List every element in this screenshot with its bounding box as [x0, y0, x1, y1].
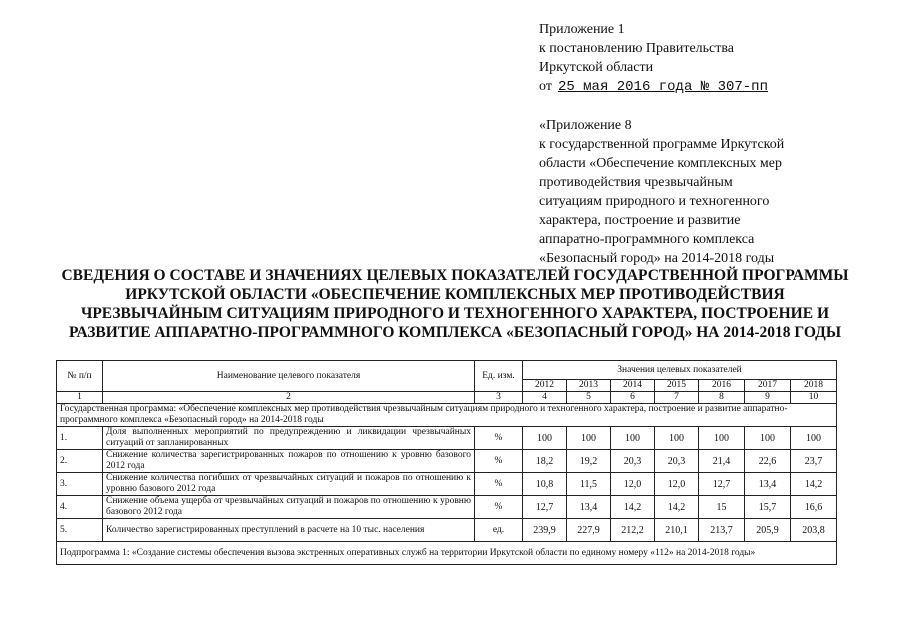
row-num: 4. — [57, 496, 103, 519]
appendix-8-line: «Приложение 8 — [539, 118, 632, 133]
indicators-table — [56, 360, 837, 565]
table-row — [57, 473, 837, 496]
row-value: 11,5 — [567, 473, 611, 496]
row-value: 100 — [791, 427, 837, 450]
row-value: 12,0 — [655, 473, 699, 496]
row-indicator-name: Снижение количества зарегистрированных пожаров по отношению к уровню базового 2012 года — [103, 450, 475, 473]
date-prefix: от — [539, 79, 552, 94]
row-value: 227,9 — [567, 519, 611, 542]
row-value: 239,9 — [523, 519, 567, 542]
row-value: 100 — [567, 427, 611, 450]
row-value: 100 — [523, 427, 567, 450]
subprogram-row — [57, 542, 837, 565]
row-unit: % — [475, 450, 523, 473]
appendix-8-block — [539, 116, 784, 268]
title-line: ИРКУТСКОЙ ОБЛАСТИ «ОБЕСПЕЧЕНИЕ КОМПЛЕКСНЫХ МЕР ПРОТИВОДЕЙСТВИЯ — [125, 286, 785, 303]
column-index: 3 — [475, 392, 523, 404]
row-value: 19,2 — [567, 450, 611, 473]
row-indicator-name: Доля выполненных мероприятий по предупреждению и ликвидации чрезвычайных ситуаций от запланированных — [103, 427, 475, 450]
row-value: 12,7 — [523, 496, 567, 519]
year-header: 2015 — [655, 380, 699, 392]
appendix-8-line: к государственной программе Иркутской — [539, 137, 785, 152]
appendix-8-line: области «Обеспечение комплексных мер — [539, 156, 782, 171]
row-value: 212,2 — [611, 519, 655, 542]
row-value: 12,7 — [699, 473, 745, 496]
col-header-name: Наименование целевого показателя — [103, 361, 475, 392]
row-unit: % — [475, 496, 523, 519]
column-index: 2 — [103, 392, 475, 404]
appendix-8-line: ситуациям природного и техногенного — [539, 194, 770, 209]
row-indicator-name: Количество зарегистрированных преступлений в расчете на 10 тыс. населения — [103, 519, 475, 542]
appendix-1-date-line — [539, 77, 768, 97]
row-indicator-name: Снижение количества погибших от чрезвычайных ситуаций и пожаров по отношению к уровню базового 2012 года — [103, 473, 475, 496]
table-row — [57, 427, 837, 450]
col-header-unit: Ед. изм. — [475, 361, 523, 392]
appendix-8-line: характера, построение и развитие — [539, 213, 741, 228]
appendix-1-line: Приложение 1 — [539, 22, 625, 37]
document-title — [40, 266, 870, 342]
row-value: 13,4 — [567, 496, 611, 519]
column-index: 1 — [57, 392, 103, 404]
row-value: 15 — [699, 496, 745, 519]
resolution-date: 25 мая 2016 года № 307-пп — [557, 79, 768, 95]
appendix-1-line: Иркутской области — [539, 60, 654, 75]
column-index: 7 — [655, 392, 699, 404]
row-value: 14,2 — [791, 473, 837, 496]
year-header: 2017 — [745, 380, 791, 392]
column-index: 6 — [611, 392, 655, 404]
table-row — [57, 450, 837, 473]
row-value: 20,3 — [655, 450, 699, 473]
row-value: 213,7 — [699, 519, 745, 542]
column-index-row — [57, 392, 837, 404]
row-value: 203,8 — [791, 519, 837, 542]
header-row — [57, 361, 837, 380]
subprogram-title-cell: Подпрограмма 1: «Создание системы обеспечения вызова экстренных оперативных служб на территории Иркутской области по единому номеру «112» на 2014-2018 годы» — [57, 542, 837, 565]
row-num: 5. — [57, 519, 103, 542]
program-row — [57, 404, 837, 427]
row-unit: % — [475, 473, 523, 496]
row-value: 14,2 — [611, 496, 655, 519]
year-header: 2013 — [567, 380, 611, 392]
row-value: 20,3 — [611, 450, 655, 473]
column-index: 9 — [745, 392, 791, 404]
title-line: ЧРЕЗВЫЧАЙНЫМ СИТУАЦИЯМ ПРИРОДНОГО И ТЕХНОГЕННОГО ХАРАКТЕРА, ПОСТРОЕНИЕ И — [80, 305, 830, 322]
year-header: 2012 — [523, 380, 567, 392]
row-value: 22,6 — [745, 450, 791, 473]
row-unit: ед. — [475, 519, 523, 542]
appendix-1-block — [539, 20, 768, 97]
column-index: 5 — [567, 392, 611, 404]
row-value: 100 — [699, 427, 745, 450]
column-index: 8 — [699, 392, 745, 404]
year-header: 2016 — [699, 380, 745, 392]
col-header-values-group: Значения целевых показателей — [523, 361, 837, 380]
col-header-num: № п/п — [57, 361, 103, 392]
appendix-1-line: к постановлению Правительства — [539, 41, 735, 56]
appendix-8-line: аппаратно-программного комплекса — [539, 232, 755, 247]
row-value: 100 — [745, 427, 791, 450]
row-value: 18,2 — [523, 450, 567, 473]
year-header: 2014 — [611, 380, 655, 392]
row-value: 16,6 — [791, 496, 837, 519]
row-value: 10,8 — [523, 473, 567, 496]
year-header: 2018 — [791, 380, 837, 392]
row-value: 23,7 — [791, 450, 837, 473]
title-line: РАЗВИТИЕ АППАРАТНО-ПРОГРАММНОГО КОМПЛЕКСА «БЕЗОПАСНЫЙ ГОРОД» НА 2014-2018 ГОДЫ — [68, 324, 842, 341]
row-value: 210,1 — [655, 519, 699, 542]
title-line: СВЕДЕНИЯ О СОСТАВЕ И ЗНАЧЕНИЯХ ЦЕЛЕВЫХ ПОКАЗАТЕЛЕЙ ГОСУДАРСТВЕННОЙ ПРОГРАММЫ — [61, 267, 849, 284]
row-value: 13,4 — [745, 473, 791, 496]
row-value: 100 — [655, 427, 699, 450]
row-value: 21,4 — [699, 450, 745, 473]
row-num: 1. — [57, 427, 103, 450]
row-indicator-name: Снижение объема ущерба от чрезвычайных ситуаций и пожаров по отношению к уровню базового 2012 года — [103, 496, 475, 519]
table-row — [57, 519, 837, 542]
column-index: 4 — [523, 392, 567, 404]
table-row — [57, 496, 837, 519]
row-num: 3. — [57, 473, 103, 496]
row-value: 14,2 — [655, 496, 699, 519]
appendix-8-line: «Безопасный город» на 2014-2018 годы — [539, 251, 775, 266]
row-num: 2. — [57, 450, 103, 473]
row-value: 15,7 — [745, 496, 791, 519]
appendix-8-line: противодействия чрезвычайным — [539, 175, 733, 190]
column-index: 10 — [791, 392, 837, 404]
row-unit: % — [475, 427, 523, 450]
program-title-cell: Государственная программа: «Обеспечение комплексных мер противодействия чрезвычайным ситуациям природного и техногенного характера, построение и развитие аппаратно-программного комплекса «Безопасный город» на 2014-2018 годы — [57, 404, 837, 427]
row-value: 205,9 — [745, 519, 791, 542]
row-value: 12,0 — [611, 473, 655, 496]
row-value: 100 — [611, 427, 655, 450]
